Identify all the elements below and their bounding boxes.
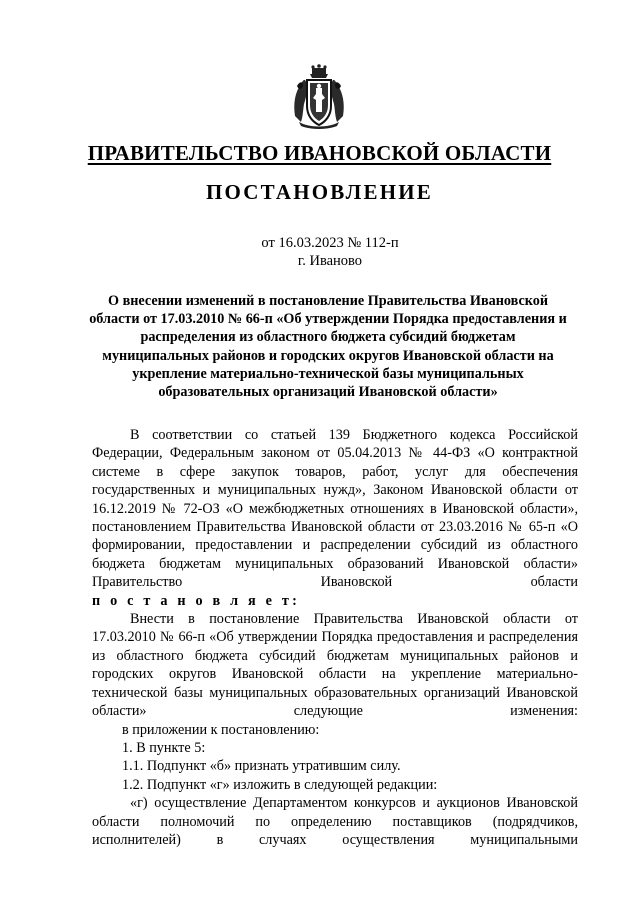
preamble-paragraph: В соответствии со статьей 139 Бюджетного кодекса Российской Федерации, Федеральным законом от 05.04.2013 № 44-ФЗ «О контрактной системе в сфере закупок товаров, работ, услуг для обеспечения государственных и муниципальных нужд», Законом Ивановской области от 16.12.2019 № 72-ОЗ «О межбюджетных отношениях в Ивановской области», постановлением Правительства Ивановской области от 23.03.2016 № 65-п «О формировании, предоставлении и распределении субсидий из областного бюджета бюджетам муниципальных образований Ивановской области» Правительство Ивановской области [92,427,578,591]
document-body [92,426,578,849]
list-item: 1.1. Подпункт «б» признать утратившим силу. [122,758,401,775]
document-date-number: от 16.03.2023 № 112-п [261,235,399,251]
list-item: 1. В пункте 5: [122,739,206,756]
list-item: в приложении к постановлению: [122,721,320,738]
document-city: г. Иваново [297,253,363,269]
amendment-intro-paragraph: Внести в постановление Правительства Ивановской области от 17.03.2010 № 66-п «Об утверждении Порядка предоставления и распределения из областного бюджета субсидий бюджетам муниципальных районов и городских округов Ивановской области на укрепление материально-технической базы муниципальных образовательных организаций Ивановской области» следующие изменения: [92,611,578,720]
coat-of-arms-emblem [291,64,347,130]
document-type-title: ПОСТАНОВЛЕНИЕ [205,180,434,204]
document-subject: О внесении изменений в постановление Правительства Ивановской области от 17.03.2010 № 66-п «Об утверждении Порядка предоставления и распределения из областного бюджета субсидий бюджетам муниципальных районов и городских округов Ивановской области на укрепление материально-технической базы муниципальных образовательных организаций Ивановской области» [89,293,567,401]
list-item: 1.2. Подпункт «г» изложить в следующей редакции: [122,776,438,793]
resolves-clause: п о с т а н о в л я е т: [92,592,300,609]
quoted-subparagraph: «г) осуществление Департаментом конкурсов и аукционов Ивановской области полномочий по определению поставщиков (подрядчиков, исполнителей) в случаях осуществления муниципальными [92,795,578,848]
organization-title: ПРАВИТЕЛЬСТВО ИВАНОВСКОЙ ОБЛАСТИ [87,141,552,165]
